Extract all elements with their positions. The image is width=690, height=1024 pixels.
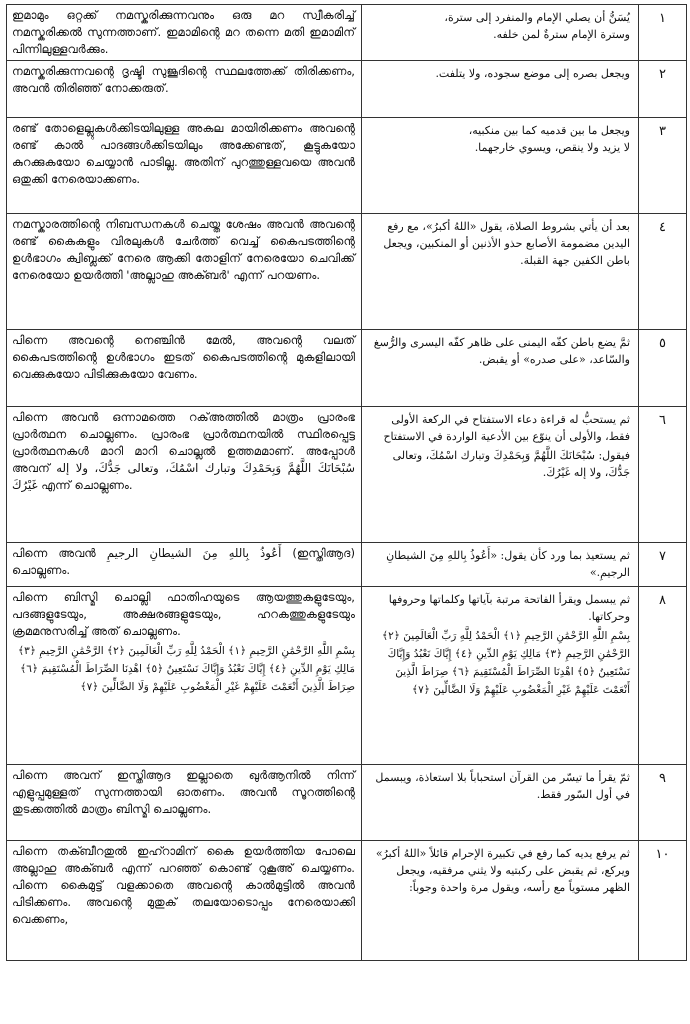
malayalam-cell — [7, 587, 362, 765]
row-number: ٥ — [639, 330, 687, 407]
table-row — [7, 765, 687, 841]
malayalam-cell — [7, 330, 362, 407]
row-number: ٤ — [639, 214, 687, 330]
malayalam-cell — [7, 214, 362, 330]
arabic-text: ثمّ يقرأ ما تيسّر من القرآن استحباباً بلا استعاذة، ويبسمل في أول السّور فقط. — [375, 771, 630, 801]
arabic-text: ثم يبسمل ويقرأ الفاتحة مرتبة بآياتها وكلماتها وحروفها وحركاتها. — [388, 593, 630, 623]
malayalam-cell — [7, 5, 362, 61]
malayalam-text: പിന്നെ അവന് ഇസ്തിആദ ഇല്ലാതെ ഖുർആനിൽ നിന്ന് എളുപ്പമുള്ളത് സുന്നത്തായി ഓതണം. അവൻ സൂറത്തിന്റെ തുടക്കത്തിൽ മാത്രം ബിസ്മി ചൊല്ലണം. — [12, 768, 355, 816]
table-row — [7, 330, 687, 407]
malayalam-text: നമസ്കാരത്തിന്റെ നിബന്ധനകൾ ചെയ്ത ശേഷം അവൻ അവന്റെ രണ്ട് കൈകളും വിരലുകൾ ചേർത്ത് വെച്ച് കൈപടത്തിന്റെ ഉൾഭാഗം ക്വിബ്ലക്ക് നേരെ ആക്കി തോളിന് നേരെയോ ചെവിക്ക് നേരെയോ ഉയർത്തി 'അല്ലാഹു അക്ബർ' എന്ന് പറയണം. — [12, 217, 355, 282]
bilingual-table — [6, 4, 687, 961]
malayalam-cell — [7, 61, 362, 118]
arabic-text: بعد أن يأتي بشروط الصلاة، يقول «اللهُ أكبرُ»، مع رفع اليدين مضمومة الأصابع حذو الأذنين أو المنكبين، ويجعل باطن الكفين جهة القبلة. — [383, 220, 630, 267]
arabic-cell — [362, 118, 639, 214]
fatiha-verses: بِسْمِ اللَّهِ الرَّحْمَٰنِ الرَّحِيمِ ﴿١﴾ الْحَمْدُ لِلَّهِ رَبِّ الْعَالَمِينَ ﴿٢﴾ الرَّحْمَٰنِ الرَّحِيمِ ﴿٣﴾ مَالِكِ يَوْمِ الدِّينِ ﴿٤﴾ إِيَّاكَ نَعْبُدُ وَإِيَّاكَ نَسْتَعِينُ ﴿٥﴾ اهْدِنَا الصِّرَاطَ الْمُسْتَقِيمَ ﴿٦﴾ صِرَاطَ الَّذِينَ أَنْعَمْتَ عَلَيْهِمْ غَيْرِ الْمَغْضُوبِ عَلَيْهِمْ وَلَا الضَّالِّينَ ﴿٧﴾ — [18, 645, 355, 693]
arabic-dua-text: فيقول: سُبْحَانَكَ اللَّهُمَّ وَبِحَمْدِكَ وتبارك اسْمُكَ، وتعالى جَدُّكَ، ولا إله غَيْرُكَ. — [392, 449, 630, 479]
row-number: ٨ — [639, 587, 687, 765]
arabic-text: ثم يرفع يديه كما رفع في تكبيرة الإحرام قائلاً «اللهُ أكبرُ» ويركع، ثم يقبض على ركبتيه ولا يثني مرفقيه، ويجعل الظهر مستوياً مع رأسه، ويقول مرة واحدة وجوباً: — [375, 847, 630, 894]
malayalam-text: പിന്നെ അവൻ أَعُوذُ بِاللهِ مِنَ الشيطانِ الرجيمِ (ഇസ്തിആദ) ചൊല്ലണം. — [12, 546, 356, 577]
fatiha-verses: بِسْمِ اللَّهِ الرَّحْمَٰنِ الرَّحِيمِ ﴿١﴾ الْحَمْدُ لِلَّهِ رَبِّ الْعَالَمِينَ ﴿٢﴾ الرَّحْمَٰنِ الرَّحِيمِ ﴿٣﴾ مَالِكِ يَوْمِ الدِّينِ ﴿٤﴾ إِيَّاكَ نَعْبُدُ وَإِيَّاكَ نَسْتَعِينُ ﴿٥﴾ اهْدِنَا الصِّرَاطَ الْمُسْتَقِيمَ ﴿٦﴾ صِرَاطَ الَّذِينَ أَنْعَمْتَ عَلَيْهِمْ غَيْرِ الْمَغْضُوبِ عَلَيْهِمْ وَلَا الضَّالِّينَ ﴿٧﴾ — [381, 630, 630, 696]
table-row — [7, 407, 687, 543]
arabic-cell — [362, 407, 639, 543]
malayalam-text: രണ്ട് തോളെല്ലുകൾക്കിടയിലുള്ള അകല മായിരിക്കണം അവന്റെ രണ്ട് കാൽ പാദങ്ങൾക്കിടയിലും അക്കേണ്ടത്, കൂട്ടുകയോ കുറക്കുകയോ ചെയ്യാൻ പാടില്ല. അതിന് പുറത്തുള്ളവയെ അവൻ ഒതുക്കി നേരെയാക്കണം. — [12, 121, 355, 186]
row-number: ٩ — [639, 765, 687, 841]
row-number: ٧ — [639, 543, 687, 587]
arabic-text: يُسَنُّ أن يصلي الإمام والمنفرد إلى سترة، وسترة الإمام سترةٌ لمن خلفه. — [444, 11, 630, 41]
malayalam-text: പിന്നെ തക്ബീറതുൽ ഇഹ്റാമിന് കൈ ഉയർത്തിയ പോലെ അല്ലാഹു അക്ബർ എന്ന് പറഞ്ഞ് കൊണ്ട് റുകൂഅ് ചെയ്യണം. പിന്നെ കൈമുട്ട് വളക്കാതെ അവന്റെ കാൽമുട്ടിൽ അവൻ പിടിക്കണം. അവന്റെ മുതുക് തലയോടൊപ്പം നേരെയാക്കി വെക്കണം, — [12, 844, 355, 926]
arabic-cell — [362, 765, 639, 841]
row-number: ٦ — [639, 407, 687, 543]
table-row — [7, 61, 687, 118]
row-number: ١٠ — [639, 841, 687, 961]
document-page — [6, 4, 686, 1020]
malayalam-text: പിന്നെ അവന്റെ നെഞ്ചിൻ മേൽ, അവന്റെ വലത് കൈപടത്തിന്റെ ഉൾഭാഗം ഇടത് കൈപടത്തിന്റെ മുകളിലായി വെക്കുകയോ പിടിക്കുകയോ വേണം. — [12, 333, 355, 381]
arabic-text: ويجعل بصره إلى موضع سجوده، ولا يتلفت. — [435, 67, 630, 80]
row-number: ٢ — [639, 61, 687, 118]
table-row — [7, 118, 687, 214]
row-number: ١ — [639, 5, 687, 61]
arabic-cell — [362, 330, 639, 407]
malayalam-cell — [7, 543, 362, 587]
malayalam-cell — [7, 407, 362, 543]
malayalam-text: ഇമാമും ഒറ്റക്ക് നമസ്കരിക്കുന്നവനും ഒരു മറ സ്വീകരിച്ച് നമസ്കരിക്കൽ സുന്നത്താണ്. ഇമാമിന്റെ മറ തന്നെ മതി ഇമാമിന് പിന്നിലുള്ളവർക്കും. — [12, 8, 355, 56]
arabic-cell — [362, 841, 639, 961]
arabic-text: ثم يستعيذ بما ورد كأن يقول: «أَعُوذُ بِاللهِ مِنَ الشيطانِ الرجيمِ.» — [386, 549, 630, 579]
table-row — [7, 587, 687, 765]
malayalam-text: പിന്നെ ബിസ്മി ചൊല്ലി ഫാതിഹയുടെ ആയത്തുകളുടേയും, പദങ്ങളുടേയും, അക്ഷരങ്ങളുടേയും, ഹറകത്തുകളുടേയും ക്രമമനുസരിച്ച് അത് ചൊല്ലണം. — [12, 590, 355, 638]
malayalam-text: നമസ്കരിക്കുന്നവന്റെ ദൃഷ്ടി സുജൂദിന്റെ സ്ഥലത്തേക്ക് തിരിക്കണം, അവൻ തിരിഞ്ഞ് നോക്കരുത്. — [12, 64, 355, 95]
malayalam-text: പിന്നെ അവൻ ഒന്നാമത്തെ റക്അത്തിൽ മാത്രം പ്രാരംഭ പ്രാർത്ഥന ചൊല്ലണം. പ്രാരംഭ പ്രാർത്ഥനയിൽ സ്ഥിരപ്പെട്ട പ്രാർത്ഥനകൾ മാറി മാറി ചൊല്ലൽ ഉത്തമമാണ്. അപ്പോൾ അവന് سُبْحَانَكَ اللَّهُمَّ وَبِحَمْدِكَ وتبارك اسْمُكَ، وتعالى جَدُّكَ، ولا إله غَيْرُكَ എന്ന് ചൊല്ലണം. — [12, 410, 356, 492]
arabic-text: ثمَّ يضع باطن كفّه اليمنى على ظاهر كفّه اليسرى والرُّسغ والسّاعد، «على صدره» أو يقبض. — [373, 336, 630, 366]
malayalam-cell — [7, 841, 362, 961]
malayalam-cell — [7, 765, 362, 841]
arabic-cell — [362, 214, 639, 330]
arabic-text: ثم يستحبُّ له قراءة دعاء الاستفتاح في الركعة الأولى فقط، والأولى أن ينوّع بين الأدعية الواردة في الاستفتاح — [383, 413, 630, 443]
table-row — [7, 841, 687, 961]
arabic-cell — [362, 543, 639, 587]
row-number: ٣ — [639, 118, 687, 214]
table-row — [7, 5, 687, 61]
arabic-cell — [362, 61, 639, 118]
table-row — [7, 214, 687, 330]
arabic-text: ويجعل ما بين قدميه كما بين منكبيه، لا يزيد ولا ينقص، ويسوي خارجهما. — [468, 124, 630, 154]
table-row — [7, 543, 687, 587]
malayalam-cell — [7, 118, 362, 214]
arabic-cell — [362, 587, 639, 765]
arabic-cell — [362, 5, 639, 61]
